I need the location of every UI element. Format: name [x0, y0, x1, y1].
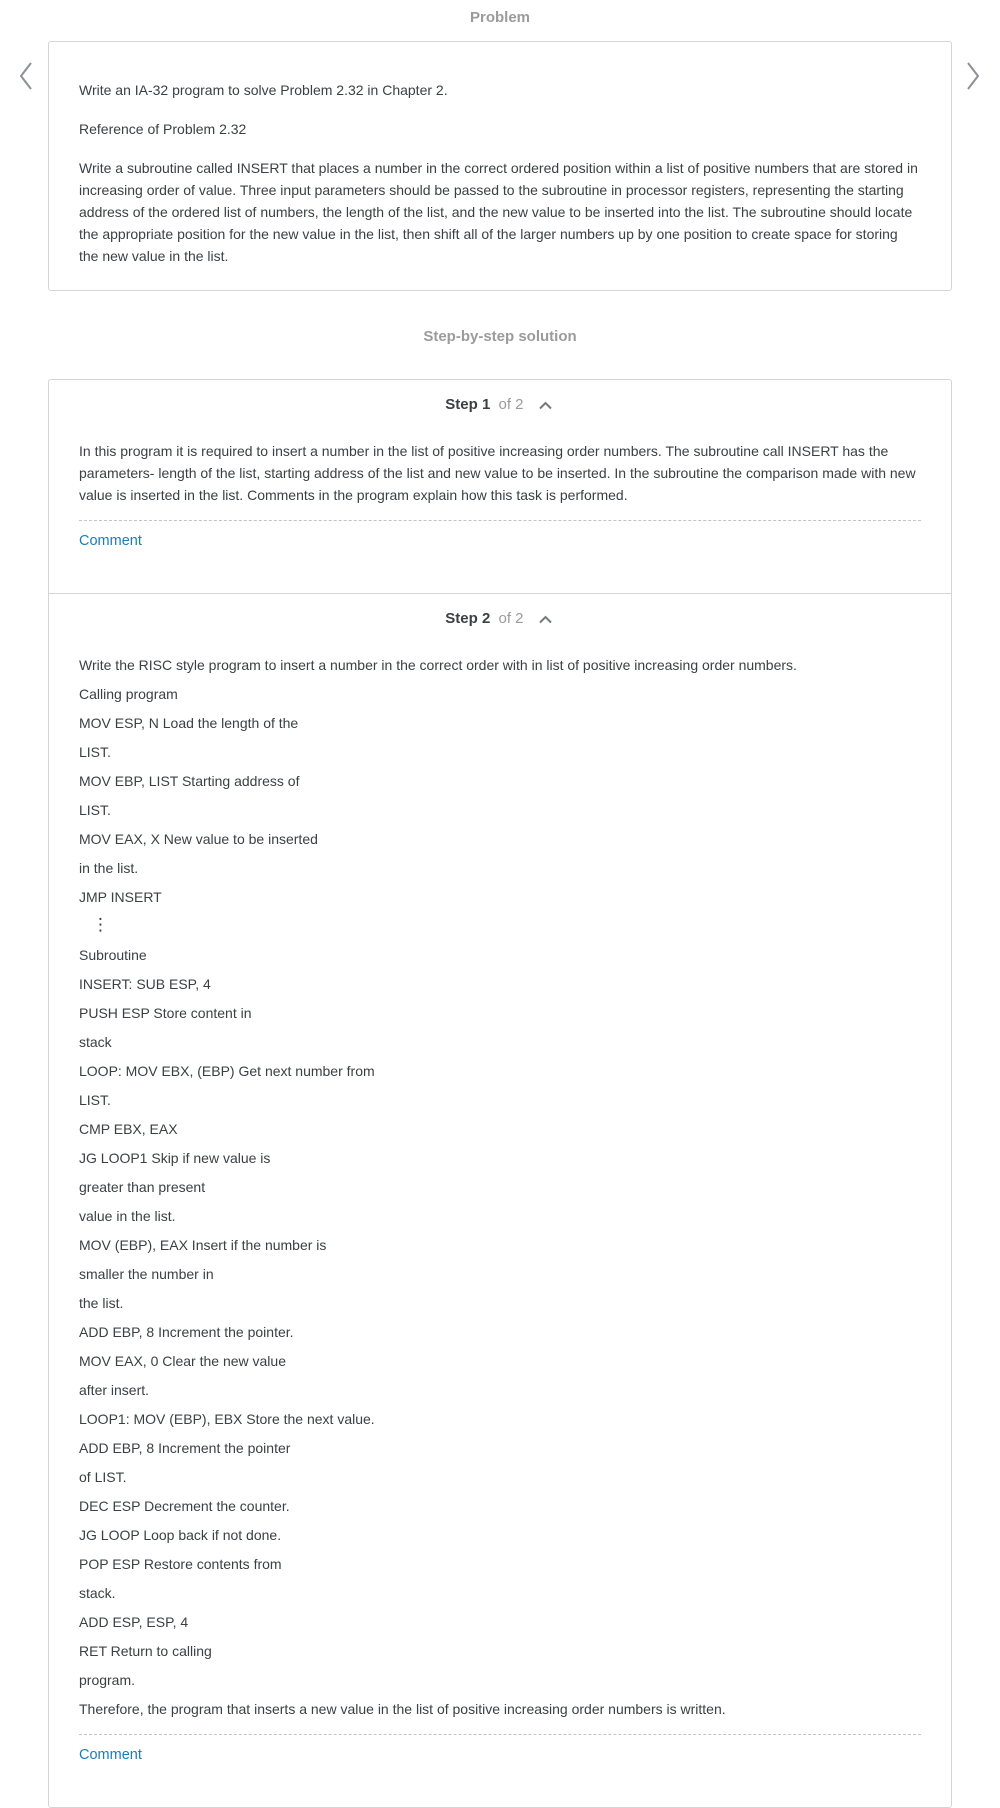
step-text-line: the list.	[79, 1295, 124, 1311]
chevron-left-icon	[17, 60, 34, 92]
step-1-header	[79, 396, 921, 414]
step-text-line: MOV ESP, N Load the length of the	[79, 715, 299, 731]
step-text-line: ADD EBP, 8 Increment the pointer	[79, 1440, 291, 1456]
step-text-line: JG LOOP Loop back if not done.	[79, 1527, 282, 1543]
step-text-line: ADD ESP, ESP, 4	[79, 1614, 189, 1630]
step-card-1	[48, 379, 952, 594]
step-label: Step 1	[445, 396, 491, 413]
problem-section-title: Problem	[469, 9, 530, 26]
step-text-line: JG LOOP1 Skip if new value is	[79, 1150, 271, 1166]
step-text-line: in the list.	[79, 860, 139, 876]
step-text-line: MOV EAX, X New value to be inserted	[79, 831, 318, 847]
problem-text	[79, 79, 921, 267]
step-text-line: In this program it is required to insert a number in the list of positive increasing order numbers. The subroutine call INSERT has the parameters- length of the list, starting address of the list and new value to be inserted. In the subroutine the comparison made with new value is inserted in the list. Comments in the program explain how this task is performed.	[79, 443, 916, 503]
step-count: of 2	[498, 396, 524, 413]
collapse-step-2-button[interactable]	[536, 613, 555, 626]
previous-problem-button[interactable]	[11, 56, 39, 96]
step-text-line: CMP EBX, EAX	[79, 1121, 178, 1137]
step-text-line: RET Return to calling	[79, 1643, 212, 1659]
step-text-line: Therefore, the program that inserts a new value in the list of positive increasing order numbers is written.	[79, 1701, 726, 1717]
problem-card	[48, 41, 952, 291]
step-text-line: smaller the number in	[79, 1266, 214, 1282]
step-1-body	[79, 440, 921, 506]
step-text-line: ADD EBP, 8 Increment the pointer.	[79, 1324, 294, 1340]
problem-paragraph: Write an IA-32 program to solve Problem 2.32 in Chapter 2.	[79, 82, 448, 98]
step-text-line: LOOP: MOV EBX, (EBP) Get next number from	[79, 1063, 375, 1079]
step-text-line: of LIST.	[79, 1469, 127, 1485]
step-text-line: LIST.	[79, 802, 111, 818]
step-text-line: Write the RISC style program to insert a number in the correct order with in list of positive increasing order numbers.	[79, 657, 797, 673]
step-2-header	[79, 610, 921, 628]
chevron-up-icon	[538, 615, 553, 624]
vertical-ellipsis-icon: ⋮	[92, 915, 109, 935]
step-count: of 2	[498, 610, 524, 627]
step-text-line: DEC ESP Decrement the counter.	[79, 1498, 290, 1514]
comment-link[interactable]: Comment	[79, 1747, 142, 1763]
step-text-line: after insert.	[79, 1382, 150, 1398]
step-text-line: INSERT: SUB ESP, 4	[79, 976, 211, 992]
step-text-line: Calling program	[79, 686, 178, 702]
step-text-line: stack	[79, 1034, 112, 1050]
step-text-line: LOOP1: MOV (EBP), EBX Store the next value.	[79, 1411, 375, 1427]
step-text-line: JMP INSERT	[79, 889, 162, 905]
step-text-line: LIST.	[79, 744, 111, 760]
step-text-line: program.	[79, 1672, 136, 1688]
problem-paragraph: Reference of Problem 2.32	[79, 121, 247, 137]
steps-list	[0, 379, 1000, 1808]
comment-link[interactable]: Comment	[79, 533, 142, 549]
step-text-line: greater than present	[79, 1179, 206, 1195]
problem-paragraph: Write a subroutine called INSERT that places a number in the correct ordered position within a list of positive numbers that are stored in increasing order of value. Three input parameters should be passed to the subroutine in processor registers, representing the starting address of the ordered list of numbers, the length of the list, and the new value to be inserted into the list. The subroutine should locate the appropriate position for the new value in the list, then shift all of the larger numbers up by one position to create space for storing the new value in the list.	[79, 160, 918, 264]
step-text-line: MOV EAX, 0 Clear the new value	[79, 1353, 286, 1369]
solution-section-title: Step-by-step solution	[423, 328, 577, 345]
step-text-line: MOV EBP, LIST Starting address of	[79, 773, 300, 789]
next-problem-button[interactable]	[959, 56, 987, 96]
step-text-line: LIST.	[79, 1092, 111, 1108]
chevron-right-icon	[965, 60, 982, 92]
step-label: Step 2	[445, 610, 491, 627]
step-text-line: value in the list.	[79, 1208, 176, 1224]
divider	[79, 1734, 921, 1735]
divider	[79, 520, 921, 521]
step-2-body	[79, 654, 921, 1720]
step-text-line: PUSH ESP Store content in	[79, 1005, 252, 1021]
step-text-line: MOV (EBP), EAX Insert if the number is	[79, 1237, 327, 1253]
step-card-2	[48, 593, 952, 1808]
step-text-line: stack.	[79, 1585, 116, 1601]
chevron-up-icon	[538, 401, 553, 410]
collapse-step-1-button[interactable]	[536, 399, 555, 412]
step-text-line: Subroutine	[79, 947, 147, 963]
step-text-line: POP ESP Restore contents from	[79, 1556, 282, 1572]
